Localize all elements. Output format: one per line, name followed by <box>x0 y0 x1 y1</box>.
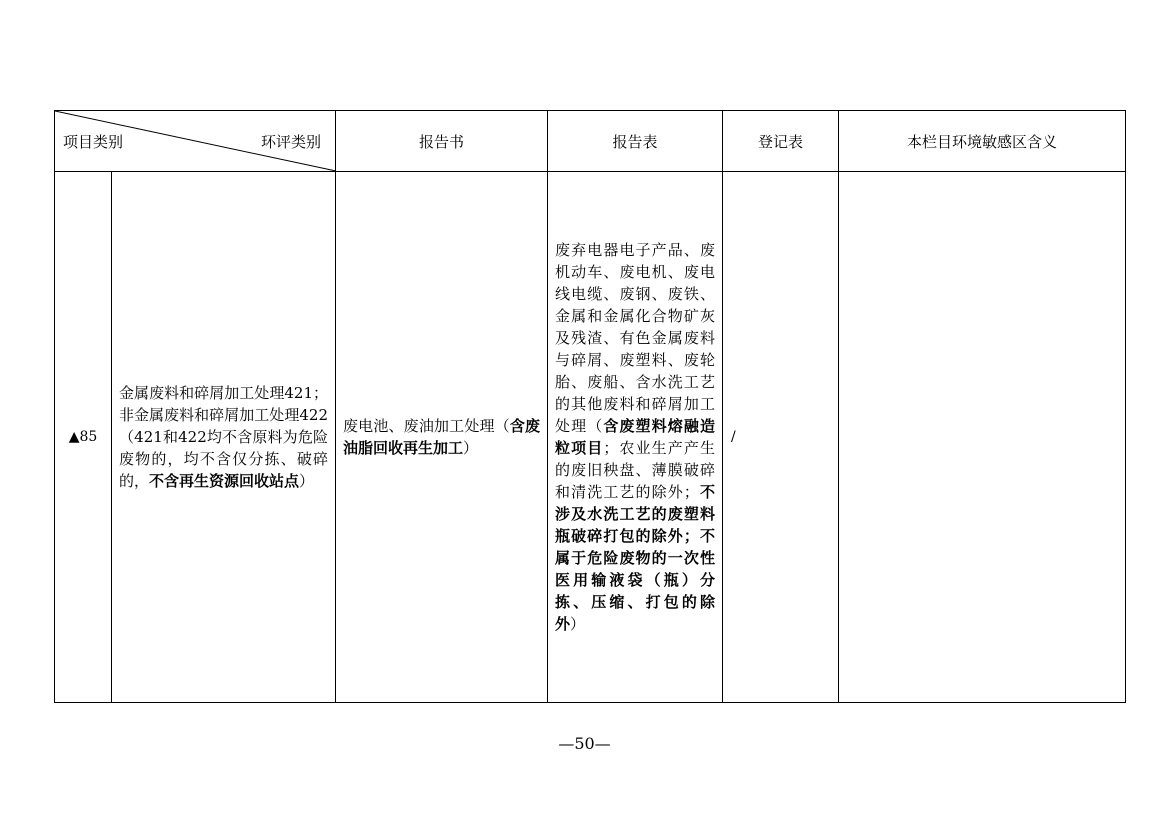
registration-form-header: 登记表 <box>723 111 839 172</box>
report-form-header: 报告表 <box>548 111 723 172</box>
sensitive-area-header: 本栏目环境敏感区含义 <box>839 111 1126 172</box>
item-description-end: ） <box>299 472 315 490</box>
item-number: ▲85 <box>55 172 112 703</box>
report-form-cell <box>548 172 723 703</box>
report-book-text: 废电池、废油加工处理（ <box>343 417 510 435</box>
diagonal-header-cell <box>55 111 336 172</box>
item-description-bold: 不含再生资源回收站点 <box>149 472 300 490</box>
report-form-text-2: ；农业生产产生的废旧秧盘、薄膜破碎和清洗工艺的除外； <box>555 439 715 501</box>
header-row <box>55 111 1126 172</box>
sensitive-area-cell <box>839 172 1126 703</box>
report-form-bold-2: 不涉及水洗工艺的废塑料瓶破碎打包的除外；不属于危险废物的一次性医用输液袋（瓶）分拣、压缩、打包的除外 <box>555 483 715 633</box>
report-form-end: ） <box>570 615 586 633</box>
report-book-header: 报告书 <box>336 111 548 172</box>
report-form-bold-1: 含废塑料熔融造粒项目 <box>555 417 715 457</box>
item-description-text: 金属废料和碎屑加工处理421；非金属废料和碎屑加工处理422（421和422均不含原料为危险废物的，均不含仅分拣、破碎的， <box>119 384 328 490</box>
table-row <box>55 172 1126 703</box>
registration-cell: / <box>723 172 839 703</box>
report-book-end: ） <box>463 439 479 457</box>
category-label: 项目类别 <box>63 133 124 151</box>
report-book-cell <box>336 172 548 703</box>
eia-category-label: 环评类别 <box>260 133 321 151</box>
report-form-text-1: 废弃电器电子产品、废机动车、废电机、废电线电缆、废钢、废铁、金属和金属化合物矿灰及残渣、有色金属废料与碎屑、废塑料、废轮胎、废船、含水洗工艺的其他废料和碎屑加工处理（ <box>555 241 715 435</box>
item-description-cell <box>112 172 336 703</box>
report-book-bold: 含废油脂回收再生加工 <box>343 417 540 457</box>
page-number: —50— <box>558 734 611 753</box>
project-classification-table <box>54 110 1126 703</box>
